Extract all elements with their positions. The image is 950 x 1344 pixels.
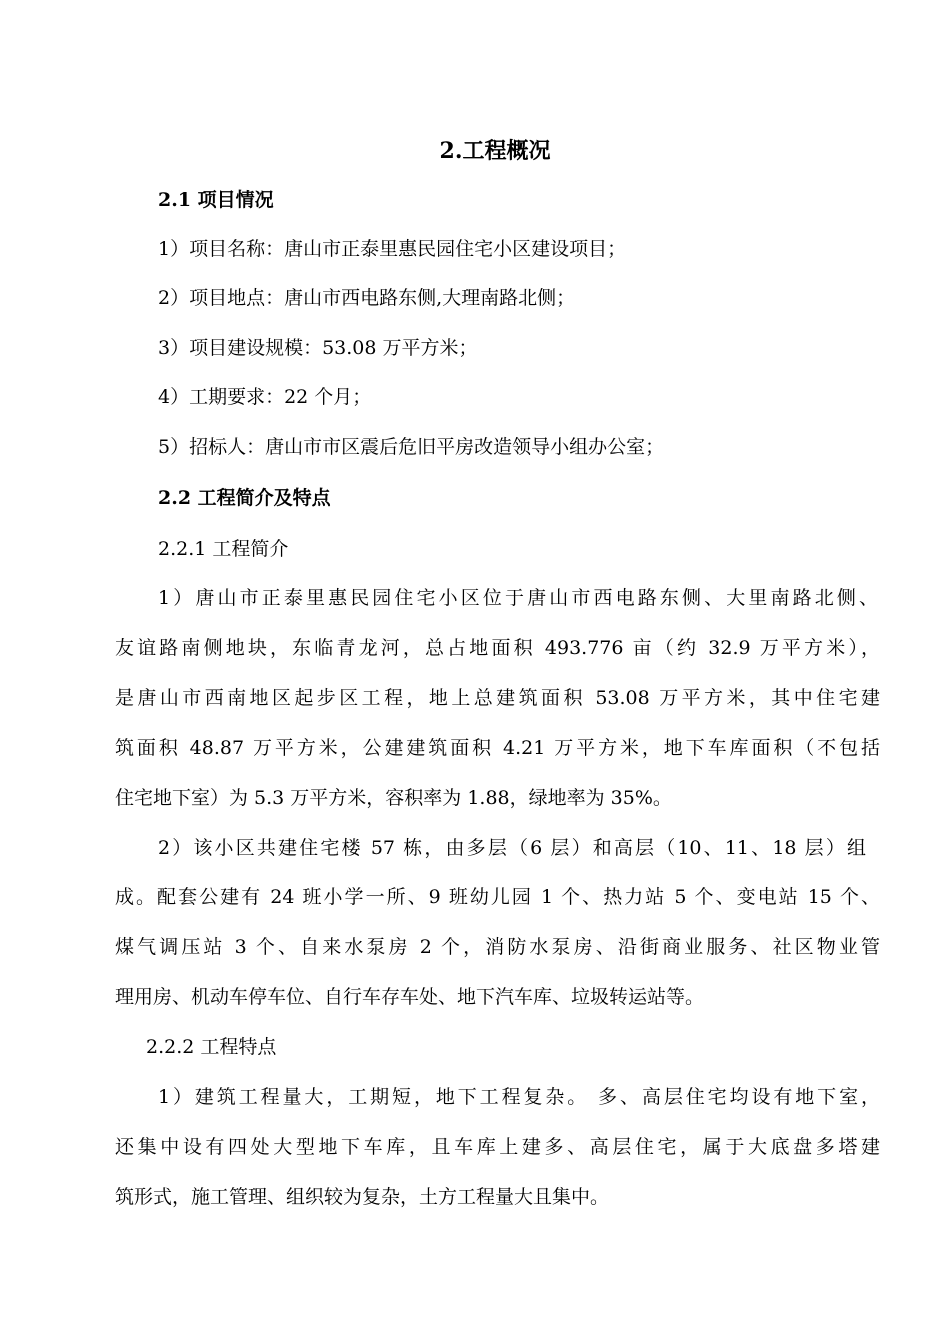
paragraph-line: 理用房、机动车停车位、自行车存车处、地下汽车库、垃圾转运站等。 [115, 986, 705, 1008]
project-item: 4）工期要求：22 个月； [158, 386, 372, 408]
paragraph-line: 2）该小区共建住宅楼 57 栋，由多层（6 层）和高层（10、11、18 层）组 [158, 837, 866, 859]
paragraph-line: 是唐山市西南地区起步区工程，地上总建筑面积 53.08 万平方米，其中住宅建 [115, 687, 880, 709]
subsection-heading-2-2-2: 2.2.2 工程特点 [146, 1036, 277, 1058]
paragraph-line: 1）建筑工程量大，工期短，地下工程复杂。 多、高层住宅均设有地下室， [158, 1086, 880, 1108]
paragraph-line: 筑形式，施工管理、组织较为复杂，土方工程量大且集中。 [115, 1186, 610, 1208]
section-heading-2-2: 2.2 工程简介及特点 [158, 487, 331, 509]
paragraph-line: 1）唐山市正泰里惠民园住宅小区位于唐山市西电路东侧、大里南路北侧、 [158, 587, 878, 609]
paragraph-line: 煤气调压站 3 个、自来水泵房 2 个，消防水泵房、沿街商业服务、社区物业管 [115, 936, 880, 958]
subsection-heading-2-2-1: 2.2.1 工程简介 [158, 538, 289, 560]
section-heading-2-1: 2.1 项目情况 [158, 189, 274, 211]
paragraph-line: 成。配套公建有 24 班小学一所、9 班幼儿园 1 个、热力站 5 个、变电站 15 个、 [115, 886, 880, 908]
paragraph-line: 友谊路南侧地块，东临青龙河，总占地面积 493.776 亩（约 32.9 万平方米）， [115, 637, 880, 659]
paragraph-line: 住宅地下室）为 5.3 万平方米，容积率为 1.88，绿地率为 35%。 [115, 787, 672, 809]
project-item: 2）项目地点：唐山市西电路东侧,大理南路北侧； [158, 287, 576, 309]
page-title: 2.工程概况 [439, 138, 551, 164]
project-item: 3）项目建设规模：53.08 万平方米； [158, 337, 478, 359]
paragraph-line: 还集中设有四处大型地下车库，且车库上建多、高层住宅，属于大底盘多塔建 [115, 1136, 880, 1158]
project-item: 1）项目名称：唐山市正泰里惠民园住宅小区建设项目； [158, 238, 627, 260]
paragraph-line: 筑面积 48.87 万平方米，公建建筑面积 4.21 万平方米，地下车库面积（不包括 [115, 737, 880, 759]
project-item: 5）招标人：唐山市市区震后危旧平房改造领导小组办公室； [158, 436, 665, 458]
